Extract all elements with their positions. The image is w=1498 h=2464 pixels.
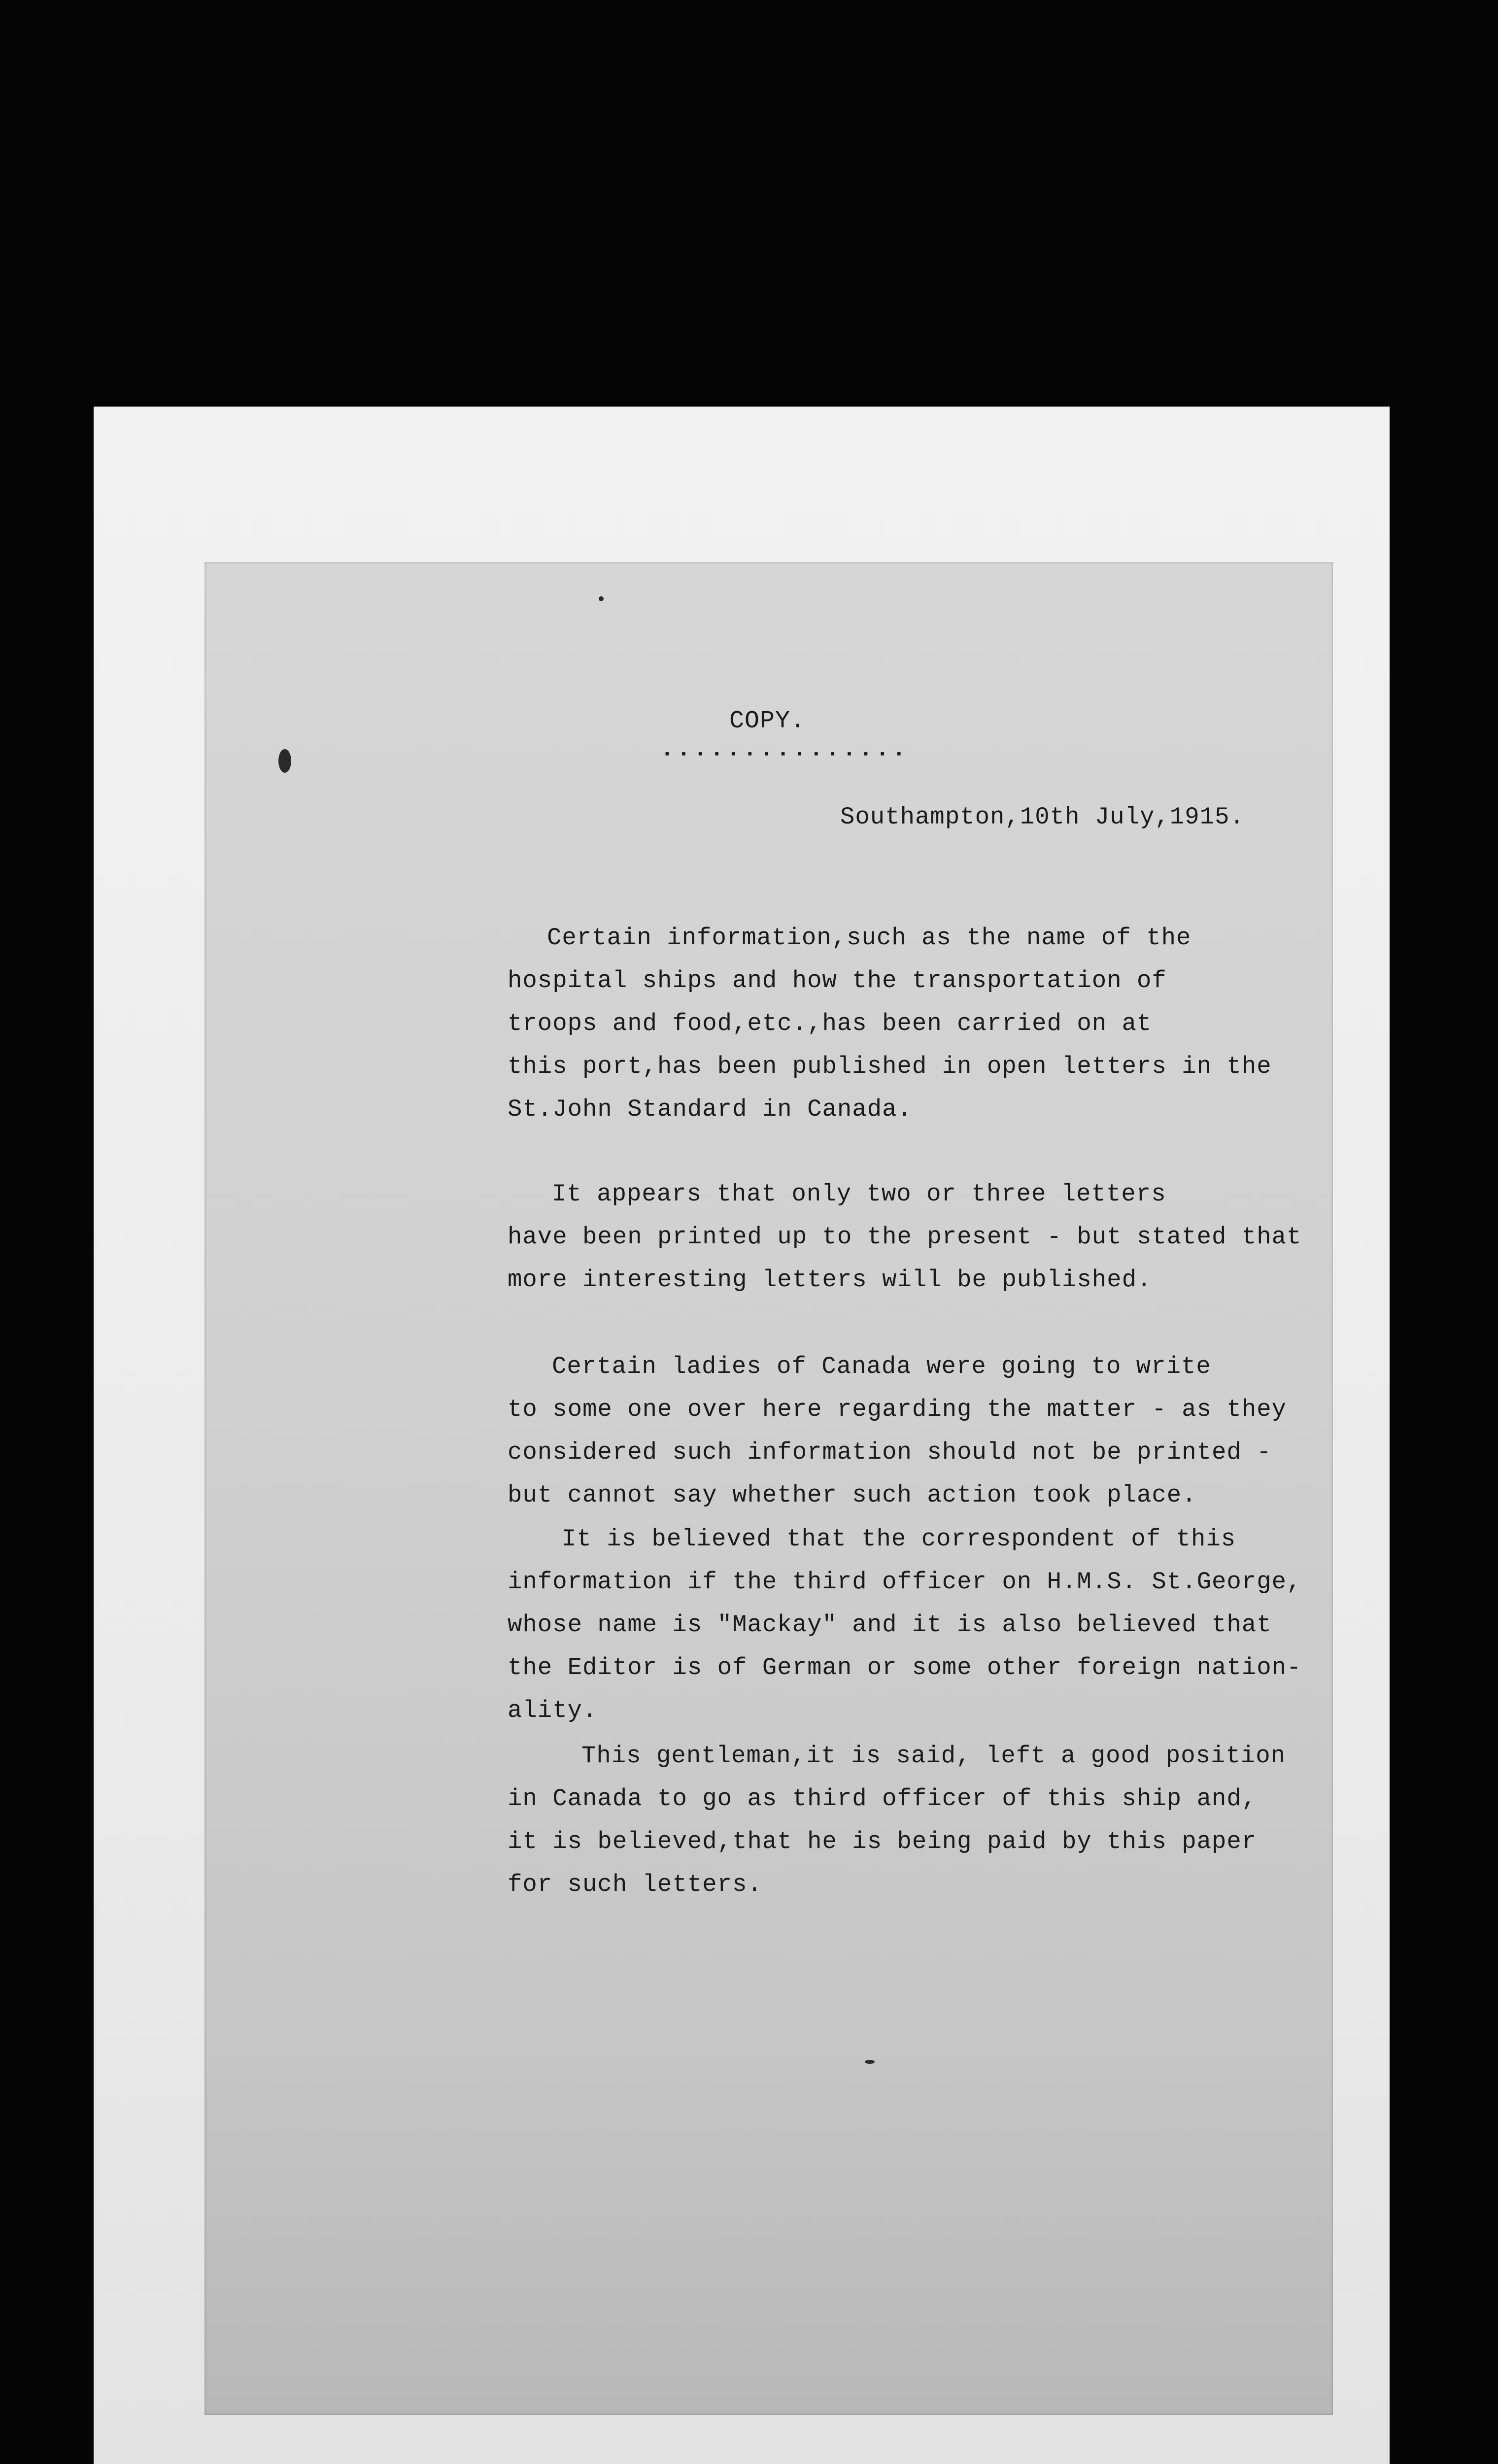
letter-page: [204, 562, 1333, 2415]
heading-underline-dots: ...............: [660, 737, 909, 762]
ink-speck: [599, 596, 604, 601]
letter-dateline: Southampton,10th July,1915.: [840, 803, 1245, 831]
paragraph-line: more interesting letters will be published.: [508, 1266, 1152, 1294]
paragraph-line: it is believed,that he is being paid by this paper: [508, 1828, 1257, 1855]
paragraph-line: Certain ladies of Canada were going to write: [552, 1353, 1211, 1380]
ink-speck: [865, 2060, 875, 2064]
paragraph-line: information if the third officer on H.M.S. St.George,: [508, 1568, 1302, 1596]
paragraph-line: whose name is "Mackay" and it is also believed that: [508, 1611, 1272, 1639]
letter-heading: COPY.: [729, 707, 806, 735]
paragraph-line: hospital ships and how the transportation of: [508, 967, 1167, 994]
paragraph-4: [508, 1518, 1302, 1732]
paragraph-line: troops and food,etc.,has been carried on at: [508, 1010, 1152, 1037]
paragraph-line: for such letters.: [508, 1871, 762, 1898]
paragraph-line: this port,has been published in open letters in the: [508, 1053, 1272, 1080]
paragraph-line: in Canada to go as third officer of this ship and,: [508, 1785, 1257, 1813]
paragraph-3: [508, 1345, 1296, 1517]
paragraph-line: to some one over here regarding the matter - as they: [508, 1396, 1287, 1423]
paragraph-line: St.John Standard in Canada.: [508, 1095, 912, 1123]
paragraph-line: considered such information should not be printed -: [508, 1438, 1272, 1466]
paragraph-1: [508, 917, 1296, 1131]
paragraph-2: [508, 1173, 1302, 1301]
paragraph-line: Certain information,such as the name of the: [547, 924, 1192, 952]
paragraph-line: It is believed that the correspondent of this: [562, 1525, 1236, 1553]
paragraph-line: but cannot say whether such action took place.: [508, 1481, 1197, 1509]
ink-speck: [278, 749, 291, 773]
paragraph-line: have been printed up to the present - but stated that: [508, 1223, 1302, 1251]
paragraph-line: This gentleman,it is said, left a good position: [581, 1742, 1286, 1770]
paragraph-line: the Editor is of German or some other foreign nation-: [508, 1654, 1302, 1681]
paragraph-line: It appears that only two or three letters: [552, 1180, 1166, 1208]
paragraph-5: [508, 1735, 1296, 1906]
paragraph-line: ality.: [508, 1697, 598, 1724]
